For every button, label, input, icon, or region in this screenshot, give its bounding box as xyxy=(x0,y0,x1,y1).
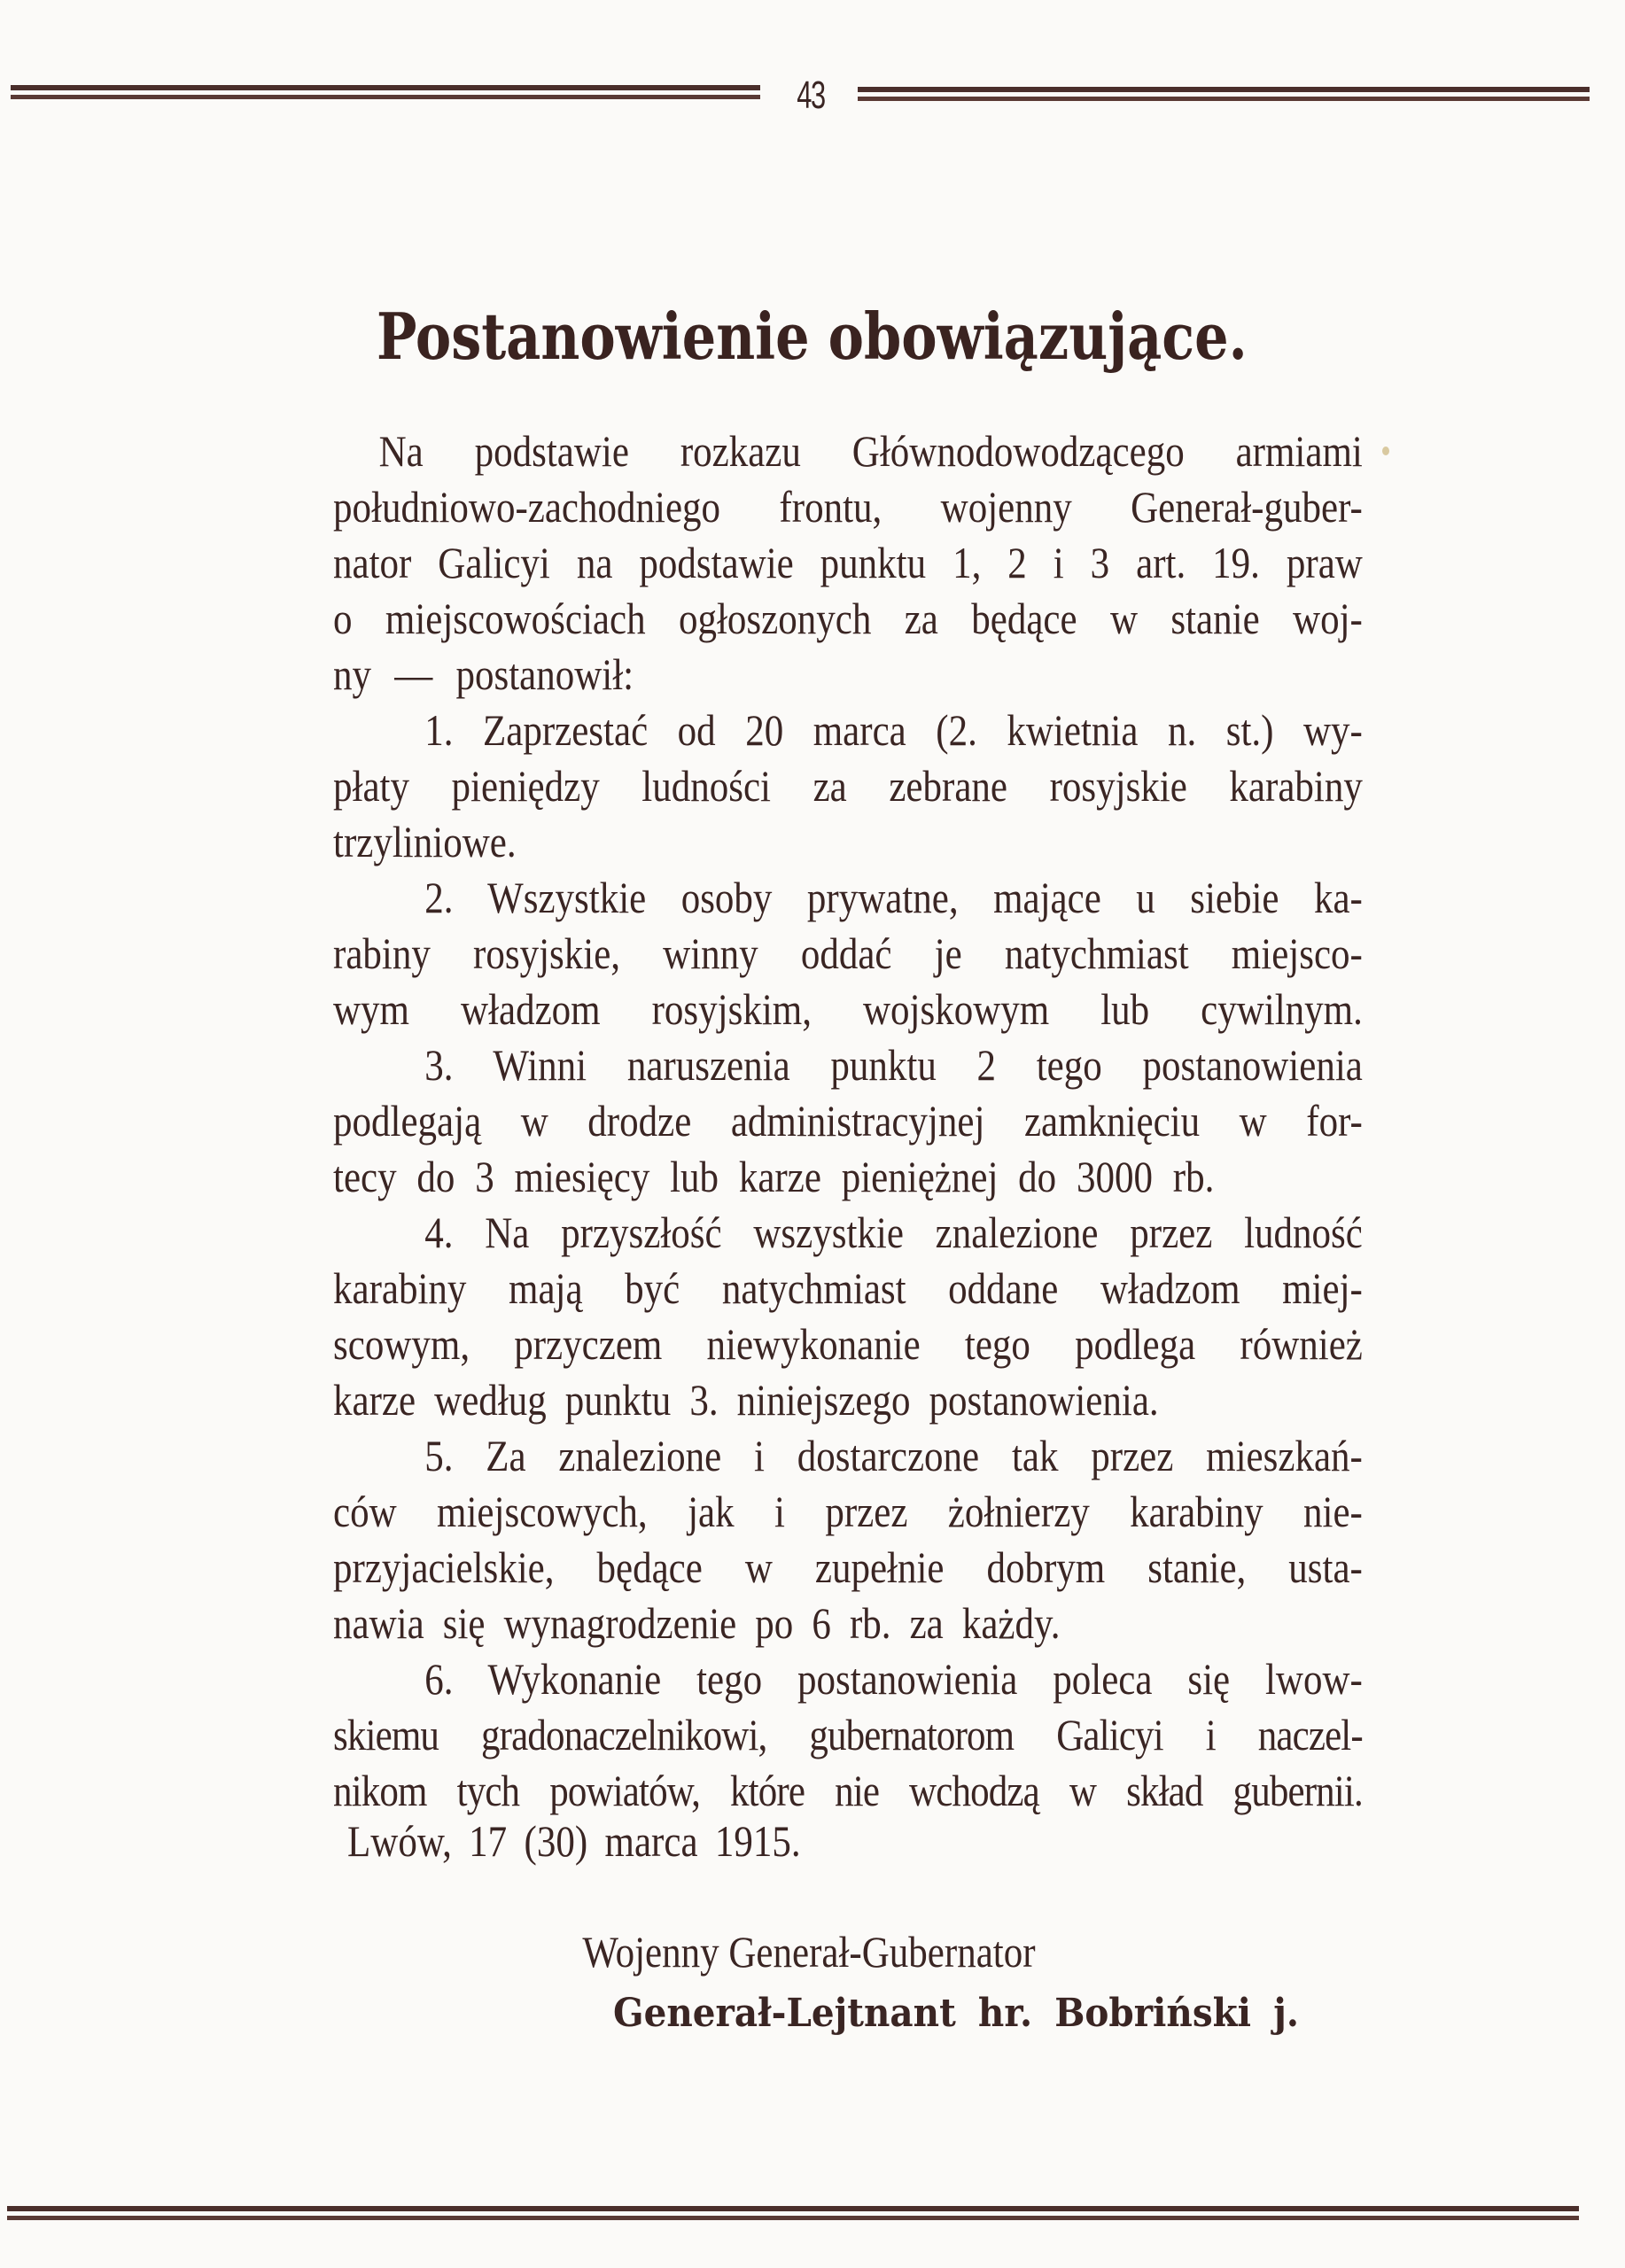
body-line: południowo-zachodniego frontu, wojenny Generał-guber- xyxy=(333,482,1363,532)
item-6-line: nikom tych powiatów, które nie wchodzą w skład gubernii. xyxy=(333,1766,1363,1815)
item-1-line: płaty pieniędzy ludności za zebrane rosyjskie karabiny xyxy=(333,761,1363,811)
item-4-line: karze według punktu 3. niniejszego postanowienia. xyxy=(333,1375,1159,1425)
item-4-line: scowym, przyczem niewykonanie tego podlega również xyxy=(333,1319,1363,1369)
footer-double-line xyxy=(7,2206,1579,2225)
body-line: Na podstawie rozkazu Głównodowodzącego armiami xyxy=(378,426,1363,476)
item-2-line: rabiny rosyjskie, winny oddać je natychmiast miejsco- xyxy=(333,928,1363,978)
footer-rule xyxy=(0,2206,1625,2233)
item-1-line: trzyliniowe. xyxy=(333,817,517,866)
item-5-line: przyjacielskie, będące w zupełnie dobrym stanie, usta- xyxy=(333,1542,1363,1592)
item-2-line: 2. Wszystkie osoby prywatne, mające u siebie ka- xyxy=(424,873,1363,922)
item-6-line: 6. Wykonanie tego postanowienia poleca się lwow- xyxy=(424,1654,1363,1704)
header-double-line-right xyxy=(858,87,1590,106)
body-line: o miejscowościach ogłoszonych za będące w stanie woj- xyxy=(333,594,1363,643)
page-number: 43 xyxy=(797,74,825,117)
item-3-line: 3. Winni naruszenia punktu 2 tego postanowienia xyxy=(424,1040,1363,1090)
document-body xyxy=(333,423,1363,1819)
item-4-line: karabiny mają być natychmiast oddane władzom miej- xyxy=(333,1263,1363,1313)
signature-title: Wojenny Generał-Gubernator xyxy=(582,1927,1036,1977)
item-4-line: 4. Na przyszłość wszystkie znalezione przez ludność xyxy=(424,1208,1363,1257)
item-2-line: wym władzom rosyjskim, wojskowym lub cywilnym. xyxy=(333,984,1363,1034)
item-3-line: tecy do 3 miesięcy lub karze pieniężnej do 3000 rb. xyxy=(333,1152,1215,1201)
item-6-line: skiemu gradonaczelnikowi, gubernatorom Galicyi i naczel- xyxy=(333,1710,1363,1759)
item-3-line: podlegają w drodze administracyjnej zamknięciu w for- xyxy=(333,1096,1363,1146)
header-rule xyxy=(0,74,1625,117)
place-date: Lwów, 17 (30) marca 1915. xyxy=(347,1816,801,1866)
scan-speck xyxy=(1382,447,1389,455)
item-5-line: nawia się wynagrodzenie po 6 rb. za każdy. xyxy=(333,1598,1061,1648)
item-1-line: 1. Zaprzestać od 20 marca (2. kwietnia n. st.) wy- xyxy=(424,705,1363,755)
body-line: nator Galicyi na podstawie punktu 1, 2 i 3 art. 19. praw xyxy=(333,538,1363,587)
header-double-line-left xyxy=(11,85,760,105)
document-title: Postanowienie obowiązujące. xyxy=(377,299,1248,374)
body-line: ny — postanowił: xyxy=(333,649,634,699)
item-5-line: 5. Za znalezione i dostarczone tak przez mieszkań- xyxy=(424,1431,1363,1480)
item-5-line: ców miejscowych, jak i przez żołnierzy karabiny nie- xyxy=(333,1487,1363,1536)
signature-name: Generał-Lejtnant hr. Bobriński j. xyxy=(613,1991,1299,2036)
